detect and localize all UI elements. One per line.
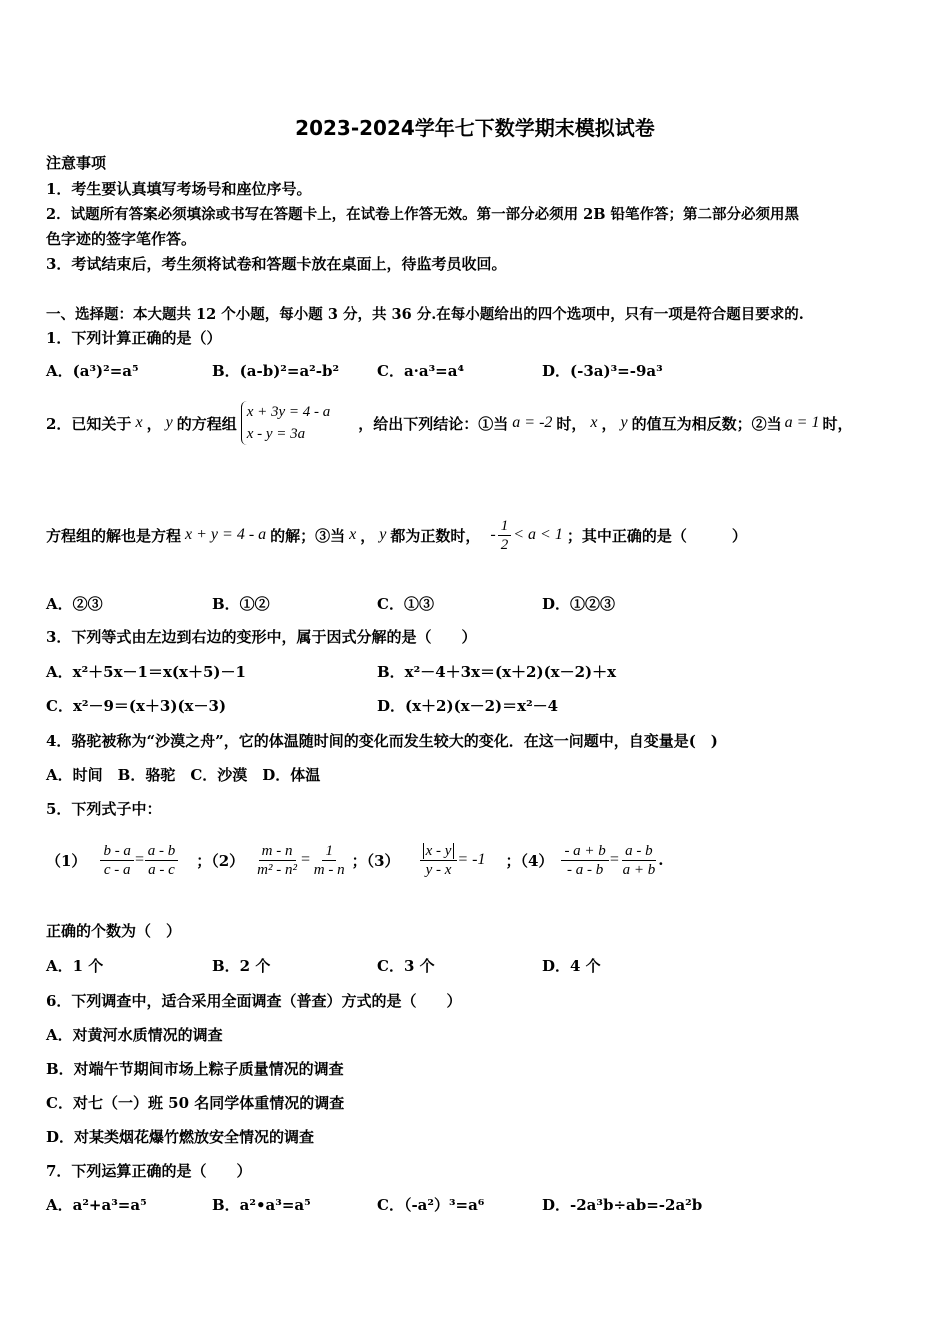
q7-option-c: C．（-a²）³=a⁶ [377, 1196, 485, 1214]
q7-option-a: A．a²+a³=a⁵ [46, 1196, 147, 1214]
fraction: $\frac{x - y}{y - x}$ [420, 842, 458, 879]
condition-2: a = 1 [784, 414, 820, 431]
question-3-stem: 3．下列等式由左边到右边的变形中，属于因式分解的是（ ） [46, 628, 477, 646]
q1-option-b: B．(a-b)²=a²-b² [212, 362, 340, 380]
question-2-line-1: 2．已知关于 x ， y 的方程组 x + 3y = 4 - a x - y = 3a ，给出下列结论：①当 a = -2 时， x ， y 的值互为相反数；②当 a = 1 时， [46, 400, 852, 446]
var-y: y [165, 414, 173, 431]
q3-option-c: C．x²－9＝(x＋3)(x－3) [46, 697, 227, 715]
question-7-stem: 7．下列运算正确的是（ ） [46, 1162, 252, 1180]
q1-option-a: A．(a³)²=a⁵ [46, 362, 139, 380]
fraction: $\frac{a - b}{a - c}$ [145, 842, 179, 879]
q1-option-d: D．(-3a)³=-9a³ [542, 362, 663, 380]
question-4-stem: 4．骆驼被称为“沙漠之舟”，它的体温随时间的变化而发生较大的变化．在这一问题中，自变量是( ) [46, 732, 718, 750]
fraction: $\frac{b - a}{c - a}$ [100, 842, 134, 879]
q2-option-d: D．①②③ [542, 595, 616, 613]
q3-option-b: B．x²－4＋3x＝(x＋2)(x－2)＋x [377, 663, 617, 681]
equation: x + y = 4 - a [185, 526, 267, 543]
q2-option-a: A．②③ [46, 595, 103, 613]
q2-option-c: C．①③ [377, 595, 434, 613]
notice-item: 1．考生要认真填写考场号和座位序号。 [46, 180, 312, 198]
q5-option-d: D．4 个 [542, 957, 601, 975]
q3-option-a: A．x²＋5x－1＝x(x＋5)－1 [46, 663, 246, 681]
notice-heading: 注意事项 [46, 154, 107, 172]
notice-item: 色字迹的签字笔作答。 [46, 230, 197, 248]
var-x: x [135, 414, 143, 431]
q6-option-d: D．对某类烟花爆竹燃放安全情况的调查 [46, 1128, 315, 1146]
question-6-stem: 6．下列调查中，适合采用全面调查（普查）方式的是（ ） [46, 992, 462, 1010]
q6-option-c: C．对七（一）班 50 名同学体重情况的调查 [46, 1094, 345, 1112]
question-5-stem: 5．下列式子中： [46, 800, 162, 818]
q5-correct-count: 正确的个数为（ ） [46, 922, 182, 940]
notice-item: 2．试题所有答案必须填涂或书写在答题卡上，在试卷上作答无效。第一部分必须用 2B 铅笔作答；第二部分必须用黑 [46, 206, 800, 223]
q5-option-b: B．2 个 [212, 957, 271, 975]
equation-system: x + 3y = 4 - a x - y = 3a [241, 401, 331, 445]
notice-item: 3．考试结束后，考生须将试卷和答题卡放在桌面上，待监考员收回。 [46, 255, 507, 273]
q1-option-c: C．a·a³=a⁴ [377, 362, 465, 380]
fraction: $\frac{1}{m - n}$ [313, 842, 345, 878]
q4-options: A．时间 B．骆驼 C．沙漠 D．体温 [46, 766, 321, 784]
q7-option-b: B．a²•a³=a⁵ [212, 1196, 311, 1214]
q5-option-a: A．1 个 [46, 957, 104, 975]
q5-option-c: C．3 个 [377, 957, 435, 975]
fraction: $\frac{m - n}{\text{m² - n²}}$ [257, 842, 297, 878]
q3-option-d: D．(x＋2)(x－2)＝x²－4 [377, 697, 559, 715]
page-title: 2023-2024学年七下数学期末模拟试卷 [295, 116, 655, 140]
condition-1: a = -2 [512, 414, 553, 431]
fraction: $\frac{- a + b}{- a - b}$ [561, 842, 608, 879]
section-heading: 一、选择题：本大题共 12 个小题，每小题 3 分，共 36 分.在每小题给出的四个选项中，只有一项是符合题目要求的. [46, 306, 804, 323]
q6-option-b: B．对端午节期间市场上粽子质量情况的调查 [46, 1060, 344, 1078]
q5-expressions: （1） $\frac{b - a}{c - a}$ = $\frac{a - b}{a - c}$ ；（2） $\frac{m - n}{\text{m² - n²}}$ = $\frac{1}{m - n}$ ；（3） $\frac{x - y}{y - x}$ = -1 ；（4） $\frac{- a + b}{- a - b}$ = $\frac{a - b}{a + b}$ . [46, 842, 664, 878]
fraction-half: $\frac{1}{2}$ [498, 517, 512, 554]
question-1-stem: 1．下列计算正确的是（） [46, 329, 222, 347]
q7-option-d: D．-2a³b÷ab=-2a²b [542, 1196, 703, 1214]
question-2-line-2: 方程组的解也是方程 x + y = 4 - a 的解；③当 x ， y 都为正数时， - $\frac{1}{2}$ < a < 1 ；其中正确的是（ ） [46, 517, 747, 553]
q6-option-a: A．对黄河水质情况的调查 [46, 1026, 223, 1044]
q2-option-b: B．①② [212, 595, 270, 613]
fraction: $\frac{a - b}{a + b}$ [622, 842, 656, 878]
